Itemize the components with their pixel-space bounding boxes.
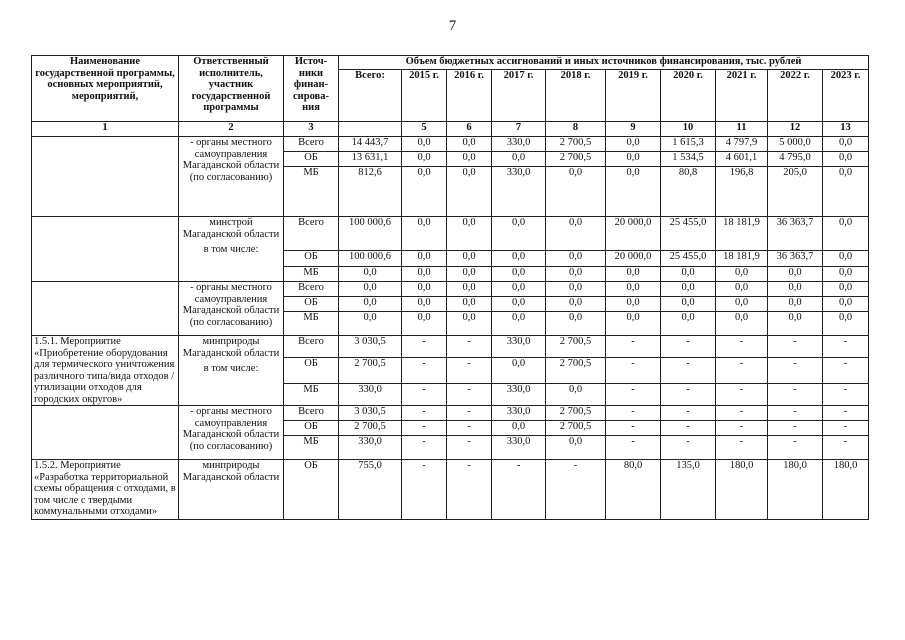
value-cell: 0,0: [546, 282, 606, 297]
column-number: 2: [179, 122, 284, 137]
source-cell: Всего: [284, 406, 339, 421]
value-cell: 330,0: [492, 167, 546, 217]
value-cell: -: [661, 336, 716, 358]
value-cell: -: [606, 384, 661, 406]
value-cell: -: [546, 460, 606, 520]
column-number: 1: [32, 122, 179, 137]
value-cell: 0,0: [546, 384, 606, 406]
value-cell: -: [768, 336, 823, 358]
value-cell: 14 443,7: [339, 137, 402, 152]
value-cell: -: [823, 384, 869, 406]
table-row: [32, 217, 869, 251]
value-cell: -: [661, 406, 716, 421]
executor-note: в том числе:: [203, 363, 259, 374]
value-cell: 1 534,5: [661, 152, 716, 167]
value-cell: 36 363,7: [768, 217, 823, 251]
value-cell: 0,0: [606, 282, 661, 297]
value-cell: 25 455,0: [661, 251, 716, 267]
value-cell: 4 797,9: [716, 137, 768, 152]
value-cell: 2 700,5: [546, 336, 606, 358]
value-cell: 0,0: [492, 267, 546, 282]
value-cell: 0,0: [823, 297, 869, 312]
value-cell: 80,8: [661, 167, 716, 217]
header-year: Всего:: [339, 70, 402, 122]
value-cell: -: [768, 357, 823, 383]
value-cell: 0,0: [492, 152, 546, 167]
value-cell: 180,0: [716, 460, 768, 520]
value-cell: 0,0: [606, 312, 661, 336]
value-cell: 3 030,5: [339, 406, 402, 421]
value-cell: 1 615,3: [661, 137, 716, 152]
value-cell: 0,0: [823, 282, 869, 297]
value-cell: -: [606, 436, 661, 460]
column-number: 10: [661, 122, 716, 137]
program-name-cell: [32, 217, 179, 282]
value-cell: 0,0: [492, 357, 546, 383]
header-year: 2015 г.: [402, 70, 447, 122]
value-cell: 205,0: [768, 167, 823, 217]
value-cell: 2 700,5: [546, 357, 606, 383]
program-name-cell: [32, 282, 179, 336]
value-cell: 2 700,5: [339, 357, 402, 383]
value-cell: 0,0: [339, 282, 402, 297]
value-cell: -: [606, 357, 661, 383]
value-cell: -: [823, 436, 869, 460]
value-cell: -: [661, 436, 716, 460]
value-cell: 2 700,5: [546, 152, 606, 167]
budget-table: [31, 55, 869, 520]
value-cell: 0,0: [768, 297, 823, 312]
value-cell: 330,0: [492, 436, 546, 460]
value-cell: 330,0: [492, 384, 546, 406]
source-cell: Всего: [284, 217, 339, 251]
column-number: 13: [823, 122, 869, 137]
value-cell: 0,0: [823, 312, 869, 336]
value-cell: 0,0: [492, 251, 546, 267]
column-number: 6: [447, 122, 492, 137]
page-number: 7: [448, 18, 457, 34]
header-year: 2020 г.: [661, 70, 716, 122]
value-cell: 4 601,1: [716, 152, 768, 167]
value-cell: 196,8: [716, 167, 768, 217]
value-cell: 25 455,0: [661, 217, 716, 251]
header-year: 2019 г.: [606, 70, 661, 122]
value-cell: 0,0: [492, 421, 546, 436]
value-cell: -: [402, 436, 447, 460]
source-cell: МБ: [284, 384, 339, 406]
source-cell: МБ: [284, 167, 339, 217]
value-cell: 0,0: [447, 251, 492, 267]
value-cell: 0,0: [661, 297, 716, 312]
value-cell: 180,0: [823, 460, 869, 520]
column-number: [339, 122, 402, 137]
value-cell: -: [402, 357, 447, 383]
value-cell: -: [716, 384, 768, 406]
value-cell: -: [823, 421, 869, 436]
executor-name: минприроды Магаданской области: [182, 460, 280, 483]
value-cell: 0,0: [402, 251, 447, 267]
value-cell: 0,0: [447, 267, 492, 282]
value-cell: 100 000,6: [339, 217, 402, 251]
value-cell: 0,0: [402, 152, 447, 167]
executor-note: в том числе:: [203, 244, 259, 255]
value-cell: 0,0: [447, 282, 492, 297]
value-cell: 135,0: [661, 460, 716, 520]
value-cell: 0,0: [823, 137, 869, 152]
source-cell: ОБ: [284, 460, 339, 520]
value-cell: 0,0: [546, 267, 606, 282]
value-cell: 330,0: [492, 336, 546, 358]
value-cell: 0,0: [661, 267, 716, 282]
value-cell: 0,0: [768, 267, 823, 282]
value-cell: 0,0: [492, 297, 546, 312]
value-cell: -: [661, 384, 716, 406]
header-span-title: Объем бюджетных ассигнований и иных источников финансирования, тыс. рублей: [339, 56, 869, 70]
value-cell: -: [606, 421, 661, 436]
table-body: [32, 137, 869, 520]
value-cell: 2 700,5: [546, 137, 606, 152]
value-cell: 0,0: [447, 217, 492, 251]
value-cell: -: [447, 406, 492, 421]
header-year: 2018 г.: [546, 70, 606, 122]
value-cell: -: [716, 357, 768, 383]
table-row: [32, 460, 869, 520]
value-cell: 20 000,0: [606, 251, 661, 267]
header-executor: Ответственный исполнитель, участник государственной программы: [179, 56, 284, 122]
source-cell: МБ: [284, 436, 339, 460]
value-cell: 0,0: [606, 137, 661, 152]
value-cell: 0,0: [339, 267, 402, 282]
value-cell: 3 030,5: [339, 336, 402, 358]
value-cell: -: [661, 357, 716, 383]
value-cell: -: [768, 384, 823, 406]
value-cell: 0,0: [447, 312, 492, 336]
value-cell: -: [768, 436, 823, 460]
value-cell: 0,0: [546, 217, 606, 251]
program-name-cell: [32, 137, 179, 217]
source-cell: ОБ: [284, 421, 339, 436]
value-cell: -: [823, 336, 869, 358]
column-number: 11: [716, 122, 768, 137]
value-cell: 0,0: [546, 167, 606, 217]
value-cell: -: [716, 436, 768, 460]
value-cell: 0,0: [661, 312, 716, 336]
column-number: 8: [546, 122, 606, 137]
source-cell: Всего: [284, 282, 339, 297]
column-number: 12: [768, 122, 823, 137]
value-cell: 100 000,6: [339, 251, 402, 267]
source-cell: ОБ: [284, 251, 339, 267]
value-cell: 20 000,0: [606, 217, 661, 251]
value-cell: 80,0: [606, 460, 661, 520]
value-cell: 2 700,5: [339, 421, 402, 436]
column-number: 7: [492, 122, 546, 137]
value-cell: 812,6: [339, 167, 402, 217]
value-cell: 0,0: [716, 297, 768, 312]
value-cell: 0,0: [768, 312, 823, 336]
header-year: 2021 г.: [716, 70, 768, 122]
source-cell: Всего: [284, 137, 339, 152]
value-cell: -: [716, 336, 768, 358]
value-cell: 0,0: [447, 297, 492, 312]
value-cell: 0,0: [402, 267, 447, 282]
value-cell: 13 631,1: [339, 152, 402, 167]
header-name: Наименование государственной программы, основных мероприятий, мероприятий,: [32, 56, 179, 122]
header-source: Источ-ники финан-сирова-ния: [284, 56, 339, 122]
value-cell: -: [402, 406, 447, 421]
value-cell: 2 700,5: [546, 421, 606, 436]
value-cell: -: [447, 336, 492, 358]
executor-cell: [179, 217, 284, 282]
executor-cell: [179, 406, 284, 460]
source-cell: ОБ: [284, 297, 339, 312]
value-cell: -: [402, 336, 447, 358]
source-cell: ОБ: [284, 152, 339, 167]
value-cell: 0,0: [606, 267, 661, 282]
executor-name: - органы местного самоуправления Магаданской области (по согласованию): [182, 406, 280, 452]
value-cell: 180,0: [768, 460, 823, 520]
column-number: 5: [402, 122, 447, 137]
source-cell: МБ: [284, 312, 339, 336]
value-cell: 0,0: [402, 312, 447, 336]
value-cell: 0,0: [447, 137, 492, 152]
source-cell: МБ: [284, 267, 339, 282]
source-cell: Всего: [284, 336, 339, 358]
value-cell: -: [716, 421, 768, 436]
value-cell: 2 700,5: [546, 406, 606, 421]
value-cell: 0,0: [402, 137, 447, 152]
column-number: 3: [284, 122, 339, 137]
executor-cell: [179, 336, 284, 406]
value-cell: 0,0: [661, 282, 716, 297]
table-row: [32, 406, 869, 421]
value-cell: -: [606, 406, 661, 421]
executor-name: - органы местного самоуправления Магаданской области (по согласованию): [182, 282, 280, 328]
value-cell: 18 181,9: [716, 217, 768, 251]
executor-cell: [179, 282, 284, 336]
value-cell: 36 363,7: [768, 251, 823, 267]
header-year: 2016 г.: [447, 70, 492, 122]
header-year: 2023 г.: [823, 70, 869, 122]
value-cell: 0,0: [546, 297, 606, 312]
value-cell: -: [768, 406, 823, 421]
value-cell: -: [492, 460, 546, 520]
value-cell: -: [447, 357, 492, 383]
value-cell: 755,0: [339, 460, 402, 520]
value-cell: 0,0: [447, 167, 492, 217]
value-cell: 0,0: [339, 297, 402, 312]
executor-name: минприроды Магаданской области: [182, 336, 280, 359]
value-cell: 330,0: [492, 137, 546, 152]
table-row: [32, 282, 869, 297]
value-cell: -: [661, 421, 716, 436]
value-cell: 0,0: [447, 152, 492, 167]
value-cell: -: [606, 336, 661, 358]
value-cell: 0,0: [823, 152, 869, 167]
value-cell: 0,0: [402, 297, 447, 312]
program-name-cell: 1.5.1. Мероприятие «Приобретение оборудования для термического уничтожения различного типа/вида отходов /утилизации отходов для городских округов»: [32, 336, 179, 406]
value-cell: -: [447, 421, 492, 436]
value-cell: 0,0: [402, 167, 447, 217]
value-cell: -: [447, 436, 492, 460]
value-cell: -: [402, 460, 447, 520]
value-cell: 0,0: [546, 312, 606, 336]
value-cell: 0,0: [823, 267, 869, 282]
value-cell: 330,0: [339, 384, 402, 406]
value-cell: 0,0: [402, 217, 447, 251]
value-cell: 4 795,0: [768, 152, 823, 167]
value-cell: 0,0: [716, 312, 768, 336]
program-name-cell: 1.5.2. Мероприятие «Разработка территориальной схемы обращения с отходами, в том числе с твердыми коммунальными отходами»: [32, 460, 179, 520]
value-cell: -: [402, 384, 447, 406]
value-cell: 0,0: [823, 217, 869, 251]
table-row: [32, 336, 869, 358]
value-cell: 0,0: [492, 282, 546, 297]
program-name-cell: [32, 406, 179, 460]
executor-cell: [179, 460, 284, 520]
value-cell: -: [823, 357, 869, 383]
executor-name: минстрой Магаданской области: [182, 217, 280, 240]
value-cell: -: [716, 406, 768, 421]
value-cell: 0,0: [606, 167, 661, 217]
value-cell: 330,0: [339, 436, 402, 460]
value-cell: 0,0: [768, 282, 823, 297]
column-number: 9: [606, 122, 661, 137]
value-cell: 0,0: [823, 251, 869, 267]
value-cell: 0,0: [823, 167, 869, 217]
value-cell: 0,0: [716, 282, 768, 297]
value-cell: 0,0: [339, 312, 402, 336]
value-cell: -: [768, 421, 823, 436]
value-cell: -: [447, 384, 492, 406]
value-cell: 5 000,0: [768, 137, 823, 152]
value-cell: 0,0: [606, 152, 661, 167]
executor-name: - органы местного самоуправления Магаданской области (по согласованию): [182, 137, 280, 183]
header-year: 2022 г.: [768, 70, 823, 122]
value-cell: 0,0: [492, 312, 546, 336]
value-cell: 0,0: [546, 251, 606, 267]
value-cell: -: [823, 406, 869, 421]
value-cell: 0,0: [492, 217, 546, 251]
value-cell: 0,0: [546, 436, 606, 460]
value-cell: -: [447, 460, 492, 520]
value-cell: -: [402, 421, 447, 436]
table-row: [32, 137, 869, 152]
source-cell: ОБ: [284, 357, 339, 383]
value-cell: 0,0: [716, 267, 768, 282]
value-cell: 0,0: [606, 297, 661, 312]
header-year: 2017 г.: [492, 70, 546, 122]
value-cell: 330,0: [492, 406, 546, 421]
executor-cell: [179, 137, 284, 217]
value-cell: 18 181,9: [716, 251, 768, 267]
value-cell: 0,0: [402, 282, 447, 297]
